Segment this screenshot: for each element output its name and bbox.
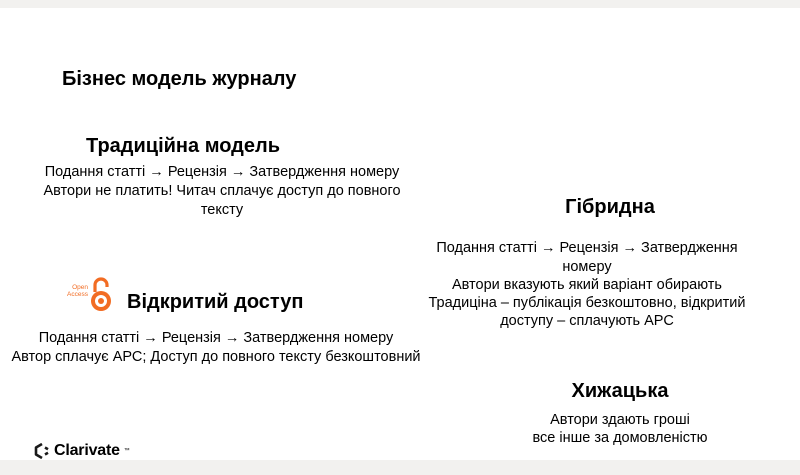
hybrid-line: Подання статті → Рецензія → Затвердження xyxy=(436,240,738,256)
open-access-logo-text: Open xyxy=(72,284,88,291)
brand-trademark: ™ xyxy=(123,448,130,454)
page-title: Бізнес модель журналу xyxy=(62,68,297,90)
hybrid-line: доступу – сплачують АРС xyxy=(500,313,674,329)
brand-name: Clarivate xyxy=(54,442,120,459)
clarivate-logo-icon xyxy=(34,443,50,459)
open-access-line: Подання статті → Рецензія → Затвердження номеру xyxy=(38,330,394,346)
hybrid-line: Традиціна – публікація безкоштовно, відкритий xyxy=(428,295,746,311)
traditional-line: Подання статті → Рецензія → Затвердження номеру xyxy=(44,164,400,180)
traditional-line: тексту xyxy=(200,202,244,218)
clarivate-brand xyxy=(34,442,130,460)
predatory-line: Автори здають гроші xyxy=(550,412,690,428)
open-access-logo xyxy=(62,276,116,312)
open-access-heading: Відкритий доступ xyxy=(127,291,304,313)
traditional-heading: Традиційна модель xyxy=(86,135,280,157)
hybrid-line: Автори вказують який варіант обирають xyxy=(452,277,722,293)
traditional-line: Автори не платить! Читач сплачує доступ до повного xyxy=(43,183,401,199)
open-access-line: Автор сплачує АРС; Доступ до повного тексту безкоштовний xyxy=(11,349,421,365)
slide xyxy=(0,8,800,460)
hybrid-line: номеру xyxy=(562,259,612,275)
open-lock-icon xyxy=(89,276,113,312)
predatory-line: все інше за домовленістю xyxy=(532,430,708,446)
predatory-heading: Хижацька xyxy=(571,380,669,402)
hybrid-heading: Гібридна xyxy=(565,196,655,218)
open-access-logo-text: Access xyxy=(67,291,88,298)
